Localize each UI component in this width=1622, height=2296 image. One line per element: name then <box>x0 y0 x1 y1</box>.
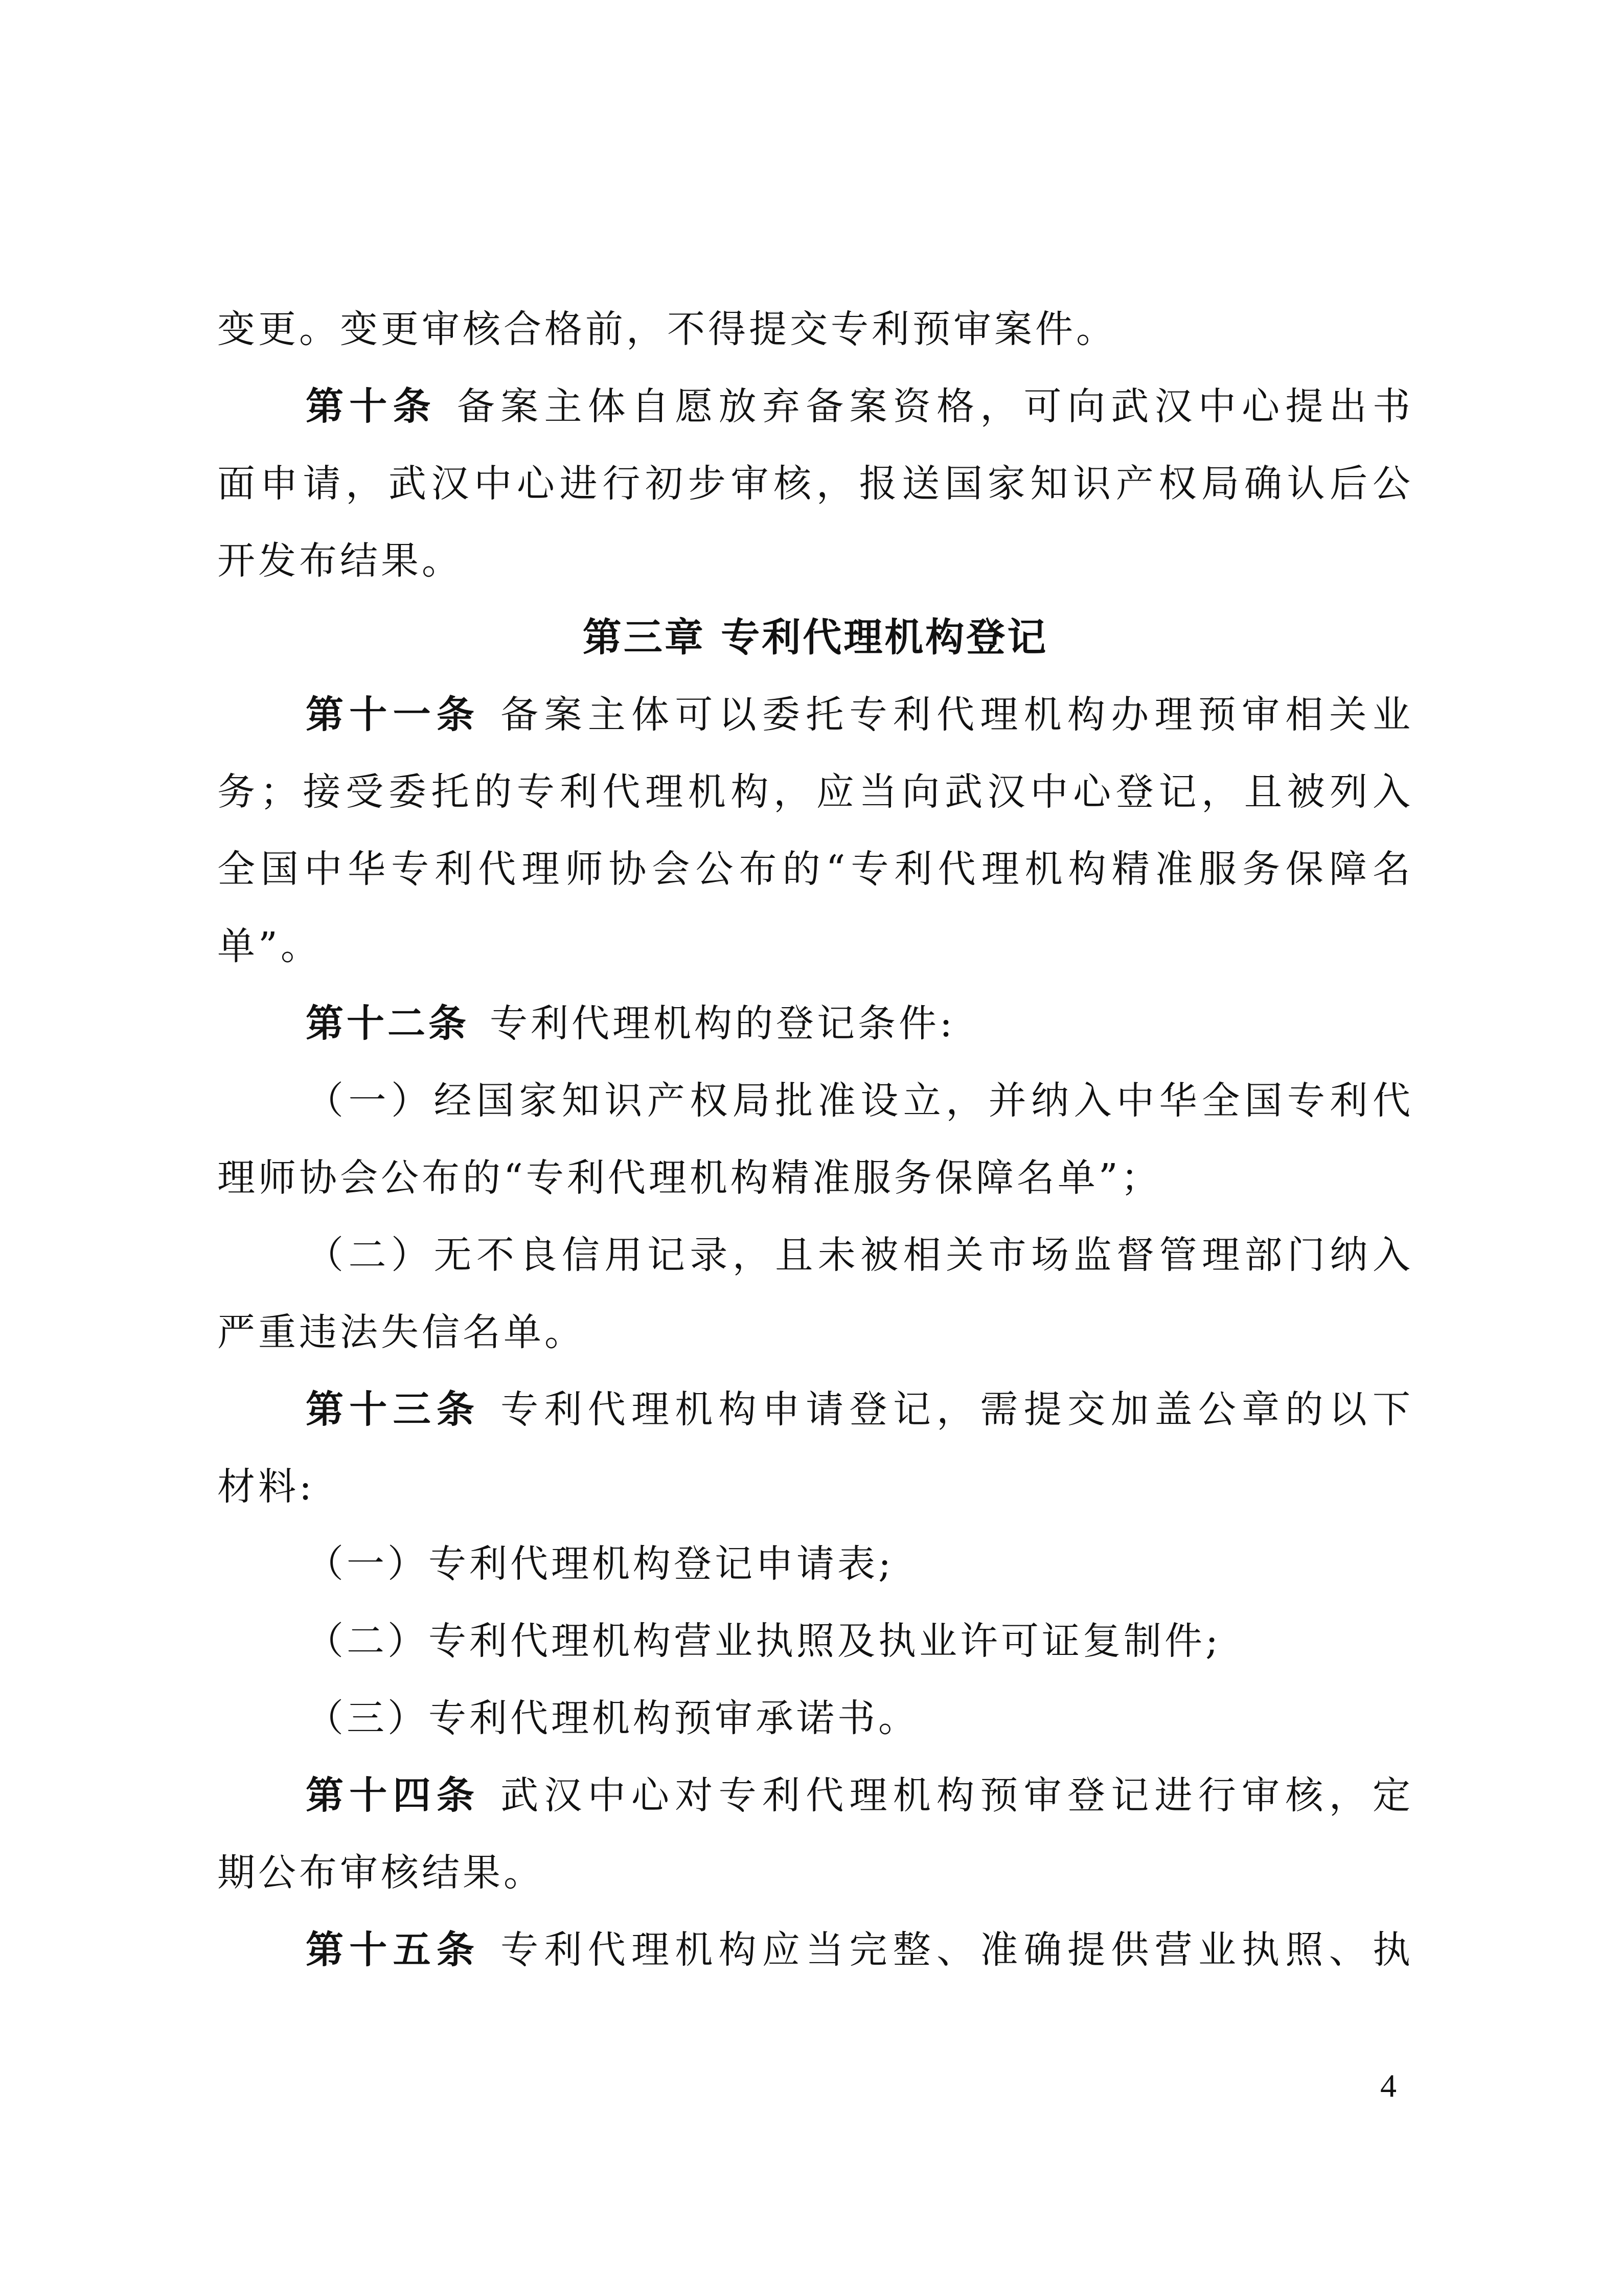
article-11-number: 第十一条 <box>306 693 481 737</box>
article-15-number: 第十五条 <box>306 1928 481 1972</box>
article-11-text: 备案主体可以委托专利代理机构办理预审相关业 <box>500 693 1414 737</box>
article-10-number: 第十条 <box>306 384 437 428</box>
article-12-text: 专利代理机构的登记条件: <box>490 1002 955 1045</box>
paragraph-line: 变更。变更审核合格前，不得提交专利预审案件。 <box>217 307 1117 351</box>
article-13-number: 第十三条 <box>306 1388 481 1431</box>
article-14-line-2: 期公布审核结果。 <box>217 1851 544 1895</box>
article-11-line-1 <box>306 689 1413 740</box>
article-11-line-4: 单”。 <box>217 924 322 968</box>
article-10-line-3: 开发布结果。 <box>217 539 463 583</box>
article-13-item-2: （二）专利代理机构营业执照及执业许可证复制件; <box>306 1619 1221 1663</box>
article-12-number: 第十二条 <box>306 1002 469 1045</box>
article-11-line-2: 务；接受委托的专利代理机构，应当向武汉中心登记，且被列入 <box>217 770 1413 814</box>
article-13-item-1: （一）专利代理机构登记申请表; <box>306 1542 894 1586</box>
article-13-line-1 <box>306 1384 1413 1435</box>
article-14-text: 武汉中心对专利代理机构预审登记进行审核，定 <box>500 1774 1414 1817</box>
article-14-line-1 <box>306 1770 1413 1821</box>
article-12-item-2-line-2: 严重违法失信名单。 <box>217 1310 585 1354</box>
article-12-item-1-line-2: 理师协会公布的“专利代理机构精准服务保障名单”； <box>217 1156 1162 1200</box>
article-13-text: 专利代理机构申请登记，需提交加盖公章的以下 <box>500 1388 1414 1431</box>
article-12-item-1-line-1: （一）经国家知识产权局批准设立，并纳入中华全国专利代 <box>306 1079 1413 1123</box>
article-15-line-1 <box>306 1924 1413 1975</box>
article-13-line-2: 材料: <box>217 1465 315 1509</box>
article-10-line-1 <box>306 381 1413 432</box>
article-11-line-3: 全国中华专利代理师协会公布的“专利代理机构精准服务保障名 <box>217 847 1413 891</box>
article-10-line-2: 面申请，武汉中心进行初步审核，报送国家知识产权局确认后公 <box>217 462 1413 506</box>
article-13-item-3: （三）专利代理机构预审承诺书。 <box>306 1696 919 1740</box>
article-15-text: 专利代理机构应当完整、准确提供营业执照、执 <box>500 1928 1414 1972</box>
page-number: 4 <box>1380 2067 1397 2104</box>
article-14-number: 第十四条 <box>306 1774 481 1817</box>
chapter-title: 第三章 专利代理机构登记 <box>582 615 1048 660</box>
article-12-item-2-line-1: （二）无不良信用记录，且未被相关市场监督管理部门纳入 <box>306 1233 1413 1277</box>
article-10-text: 备案主体自愿放弃备案资格，可向武汉中心提出书 <box>456 384 1413 428</box>
article-12-line-1 <box>306 998 1413 1049</box>
